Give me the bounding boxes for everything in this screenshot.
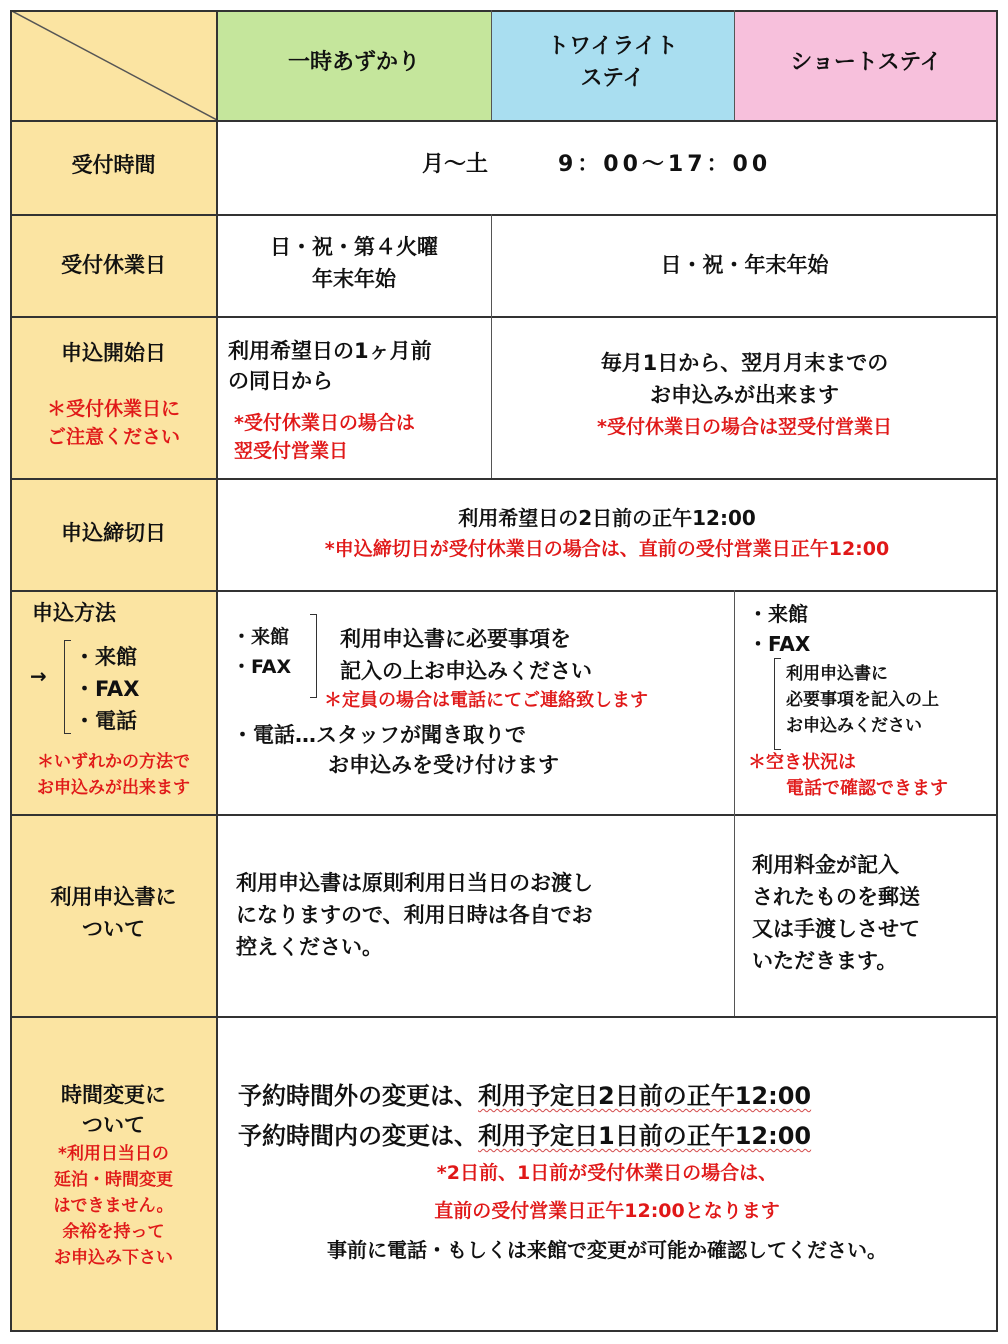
method-col3-form-line1: 利用申込書に <box>786 664 888 684</box>
corner-diagonal <box>10 10 217 120</box>
method-note-line1: ＊いずれかの方法で <box>37 752 190 772</box>
application-start-note-line1: ＊受付休業日に <box>46 398 180 420</box>
time-change-label-line1: 時間変更に <box>61 1083 166 1107</box>
reception-hours-days: 月～土 <box>422 152 489 177</box>
application-start-col23-note: *受付休業日の場合は翌受付営業日 <box>597 416 892 438</box>
method-col3-note-line1: ＊空き状況は <box>748 752 856 773</box>
time-change-confirm: 事前に電話・もしくは来館で変更が可能か確認してください。 <box>327 1238 887 1262</box>
application-form-col3-line4: いただきます。 <box>752 949 898 973</box>
time-change-label-line2: ついて <box>82 1113 145 1137</box>
time-change-red-note-line1: *2日前、1日前が受付休業日の場合は、 <box>436 1162 778 1184</box>
application-deadline-label: 申込締切日 <box>61 521 166 545</box>
time-change-note-line5: お申込み下さい <box>54 1248 173 1268</box>
application-deadline-text: 利用希望日の2日前の正午12:00 <box>458 506 756 530</box>
header-col2-label-line1: トワイライト <box>547 34 678 59</box>
time-change-red-note-line2: 直前の受付営業日正午12:00となります <box>434 1200 780 1222</box>
method-left-bracket <box>64 640 71 734</box>
application-start-col1-note-line2: 翌受付営業日 <box>234 440 349 462</box>
method-fax: ・FAX <box>74 677 140 701</box>
method-col3-form-line3: お申込みください <box>786 716 922 736</box>
method-col12-form-note: ＊定員の場合は電話にてご連絡致します <box>324 690 648 711</box>
method-col3-bracket <box>774 658 781 750</box>
application-start-col23-line2: お申込みが出来ます <box>650 383 839 407</box>
application-form-col12-line3: 控えください。 <box>236 935 383 959</box>
closed-days-col1-line2: 年末年始 <box>312 267 396 291</box>
method-col12-phone-line2: お申込みを受け付けます <box>328 753 559 777</box>
method-col3-fax: ・FAX <box>748 632 811 656</box>
time-change-inside-prefix: 予約時間内の変更は、 <box>238 1122 478 1150</box>
application-method-label: 申込方法 <box>32 601 116 625</box>
method-note-line2: お申込みが出来ます <box>37 778 190 798</box>
application-start-col1-line1: 利用希望日の1ヶ月前 <box>228 339 432 363</box>
method-col12-form-line1: 利用申込書に必要事項を <box>340 627 571 651</box>
time-change-note-line1: *利用日当日の <box>58 1144 169 1164</box>
header-col1-label: 一時あずかり <box>287 50 420 75</box>
application-deadline-note: *申込締切日が受付休業日の場合は、直前の受付営業日正午12:00 <box>324 538 890 560</box>
application-form-col3-line1: 利用料金が記入 <box>752 853 899 877</box>
method-col3-form-line2: 必要事項を記入の上 <box>786 690 939 710</box>
method-col12-bracket <box>310 614 317 698</box>
application-start-col23-line1: 毎月1日から、翌月月末までの <box>600 351 889 375</box>
closed-days-col1-line1: 日・祝・第４火曜 <box>270 235 438 259</box>
application-start-col1-line2: の同日から <box>228 369 333 393</box>
time-change-outside-prefix: 予約時間外の変更は、 <box>238 1082 478 1110</box>
application-form-col3-line2: されたものを郵送 <box>752 885 920 909</box>
time-change-note-line2: 延泊・時間変更 <box>54 1170 173 1190</box>
application-start-note-line2: ご注意ください <box>46 426 180 448</box>
method-col3-note-line2: 電話で確認できます <box>786 778 948 799</box>
application-form-col12-line1: 利用申込書は原則利用日当日のお渡し <box>236 871 593 895</box>
closed-days-col23: 日・祝・年末年始 <box>660 253 829 277</box>
reception-hours-time: 9：00～17：00 <box>558 152 772 177</box>
application-start-col1-note-line1: *受付休業日の場合は <box>234 412 415 434</box>
header-col3-label: ショートステイ <box>790 50 942 75</box>
application-form-col12-line2: になりますので、利用日時は各自でお <box>236 903 593 927</box>
method-phone: ・電話 <box>74 709 137 733</box>
application-form-label-line1: 利用申込書に <box>50 885 177 909</box>
time-change-inside-deadline: 利用予定日1日前の正午12:00 <box>478 1122 812 1150</box>
method-col12-fax: ・FAX <box>232 656 292 678</box>
reception-hours-label: 受付時間 <box>71 153 156 177</box>
time-change-outside-deadline: 利用予定日2日前の正午12:00 <box>478 1082 812 1110</box>
time-change-note-line4: 余裕を持って <box>62 1222 165 1242</box>
method-visit: ・来館 <box>74 645 137 669</box>
method-col12-form-line2: 記入の上お申込みください <box>340 659 592 683</box>
closed-days-label: 受付休業日 <box>61 253 166 277</box>
method-col12-phone-line1: ・電話…スタッフが聞き取りで <box>232 723 526 747</box>
method-arrow-icon: → <box>30 664 47 688</box>
method-col12-visit: ・来館 <box>232 626 290 648</box>
method-col3-visit: ・来館 <box>748 602 808 626</box>
application-form-col3-line3: 又は手渡しさせて <box>752 917 920 941</box>
info-table <box>10 10 998 1332</box>
time-change-inside <box>238 1120 811 1152</box>
time-change-note-line3: はできません。 <box>53 1196 174 1216</box>
header-col2-label-line2: ステイ <box>580 66 645 91</box>
application-form-label-line2: ついて <box>82 917 145 941</box>
time-change-outside <box>238 1080 811 1112</box>
application-start-label: 申込開始日 <box>61 341 166 365</box>
